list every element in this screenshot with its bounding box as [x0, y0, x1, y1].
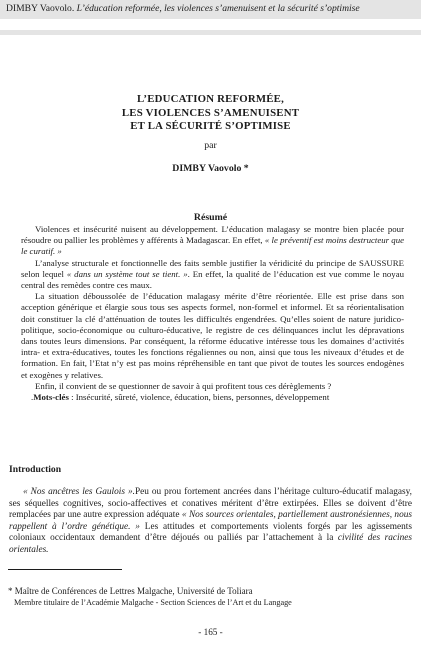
keywords-prefix: . [31, 392, 34, 403]
footnote-sub: Membre titulaire de l’Académie Malgache - Section Sciences de l’Art et du Langage [14, 598, 292, 607]
title-line: ET LA SÉCURITÉ S’OPTIMISE [130, 120, 291, 132]
page-number: - 165 - [198, 627, 223, 637]
intro-text: Peu ou prou fortement ancrées dans l’héritage culturo-éducatif malagasy, ses séquelles cognitives, socio-affectives et conatives méritent d’être extirpées. Elles se doivent d’être remplacées par une autre expression adéquate [9, 487, 412, 521]
intro-quote: « Nos sources orientales, partiellement austronésiennes, nous rappellent à l’ordre génétique. » [9, 510, 412, 532]
abstract-heading: Résumé [193, 212, 228, 223]
introduction-paragraph [9, 487, 412, 557]
title-line: L’EDUCATION REFORMÉE, [137, 93, 284, 105]
abstract-text: Violences et insécurité nuisent au développement. L’éducation malagasy se montre bien placée pour résoudre ou pallier les problèmes y afférents à Madagascar. En effet, [21, 224, 404, 246]
intro-text: Les attitudes et comportements violents forgés par les agissements coloniaux occidentaux demandent d’être déjoués ou palliés par l’attachement à la [9, 521, 413, 544]
keywords-label: Mots-clés [33, 392, 69, 403]
abstract-paragraph [21, 224, 404, 258]
keywords-line [21, 392, 404, 403]
running-head-author: DIMBY Vaovolo. [6, 3, 75, 14]
running-head-title: L’éducation reformée, les violences s’amenuisent et la sécurité s’optimise [76, 3, 360, 14]
keywords-list: : Insécurité, sûreté, violence, éducation, biens, personnes, développement [68, 392, 330, 403]
abstract-quote: « le préventif est moins destructeur que le curatif. » [21, 235, 404, 257]
intro-quote: civilité des racines orientales. [9, 533, 412, 555]
title-line: LES VIOLENCES S’AMENUISENT [121, 106, 300, 119]
header-rule [0, 30, 421, 35]
introduction-body [9, 487, 412, 557]
author-name: DIMBY Vaovolo * [172, 163, 249, 174]
abstract-quote: « dans un système tout se tient. » [66, 268, 188, 279]
footnote-main: * Maître de Conférences de Lettres Malgache, Université de Toliara [8, 586, 253, 596]
footnote [8, 586, 413, 608]
abstract-text: . En effet, la qualité de l’éducation est vue comme le noyau central des remèdes contre ces maux. [21, 268, 405, 291]
abstract-paragraph: Enfin, il convient de se questionner de savoir à qui profitent tous ces dérèglements ? [35, 380, 332, 391]
abstract-paragraph [21, 258, 404, 292]
abstract-body [21, 224, 404, 403]
introduction-heading: Introduction [9, 464, 62, 475]
abstract-paragraph: La situation déboussolée de l’éducation malagasy mérite d’être réorientée. Elle est prise dans son acception générique et élargie sous tous ses aspects formel, non-formel et informel. Et sa réorientalisation doit constituer la clé d’atténuation de toutes les difficultés engendrées. Qu’elles soient de nature juridico-politique, socio-économique ou culturo-éducative, le registre de ces délinquances inclut les dépravations dans toutes leurs dimensions. Par conséquent, la réforme éducative intéresse tous les domaines d’activités intra- et extra-éducatives, toutes les fonctions régaliennes ou non, ainsi que tous les niveaux d’études et de formation. En fait, l’Etat n’y est pas moins répréhensible en tant que pivot de toutes les sources endogènes et exogènes y relatives. [21, 291, 404, 380]
by-label: par [204, 140, 217, 151]
article-title [0, 93, 421, 134]
abstract-text: L’analyse structurale et fonctionnelle des faits semble justifier la véridicité du principe de SAUSSURE selon lequel [21, 257, 404, 279]
running-head [6, 3, 416, 15]
intro-quote: « Nos ancêtres les Gaulois ». [23, 487, 135, 497]
footnote-rule [8, 569, 122, 570]
